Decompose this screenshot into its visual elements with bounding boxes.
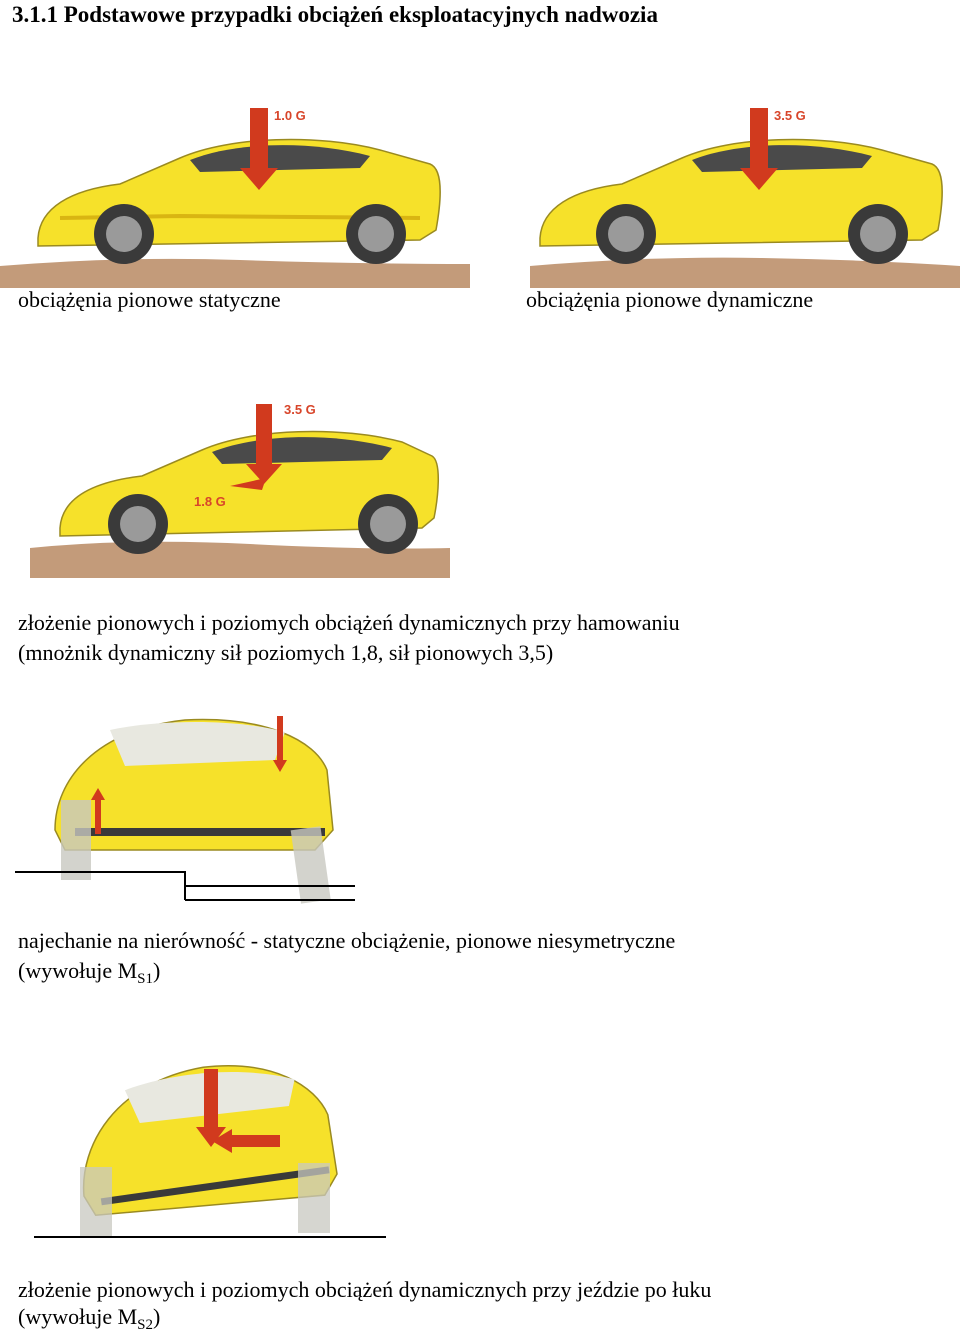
caption-braking-line1: złożenie pionowych i poziomych obciążeń dynamicznych przy hamowaniu [18,610,680,635]
side-view-car-braking-illustration [30,398,450,578]
caption-cornering-line1: złożenie pionowych i poziomych obciążeń dynamicznych przy jeździe po łuku [18,1277,712,1302]
caption-bump-line2: (wywołuje $M_{S1}$) [18,958,161,987]
caption-braking-line2: (mnożnik dynamiczny sił poziomych 1,8, sił pionowych 3,5) [18,640,554,665]
force-label: 3.5 G [774,108,806,123]
section-heading: 3.1.1 Podstawowe przypadki obciążeń eksploatacyjnych nadwozia [12,2,658,27]
figure-bump-load [15,710,360,910]
figure-braking-load [30,398,450,578]
side-view-car-static-illustration [0,98,470,288]
force-label-vertical: 3.5 G [284,402,316,417]
caption-dynamic: obciążęnia pionowe dynamiczne [526,287,814,312]
force-label-horizontal: 1.8 G [194,494,226,509]
front-view-car-bump-illustration [15,710,360,910]
front-view-car-cornering-illustration [30,1055,390,1245]
figure-cornering-load [30,1055,390,1245]
figure-static-load [0,98,470,288]
caption-bump-line1: najechanie na nierówność - statyczne obciążenie, pionowe niesymetryczne [18,928,676,953]
force-label: 1.0 G [274,108,306,123]
side-view-car-dynamic-illustration [500,98,960,288]
caption-cornering-line2: (wywołuje $M_{S2}$) [18,1304,161,1333]
figure-dynamic-load [500,98,960,288]
caption-static: obciążęnia pionowe statyczne [18,287,281,312]
